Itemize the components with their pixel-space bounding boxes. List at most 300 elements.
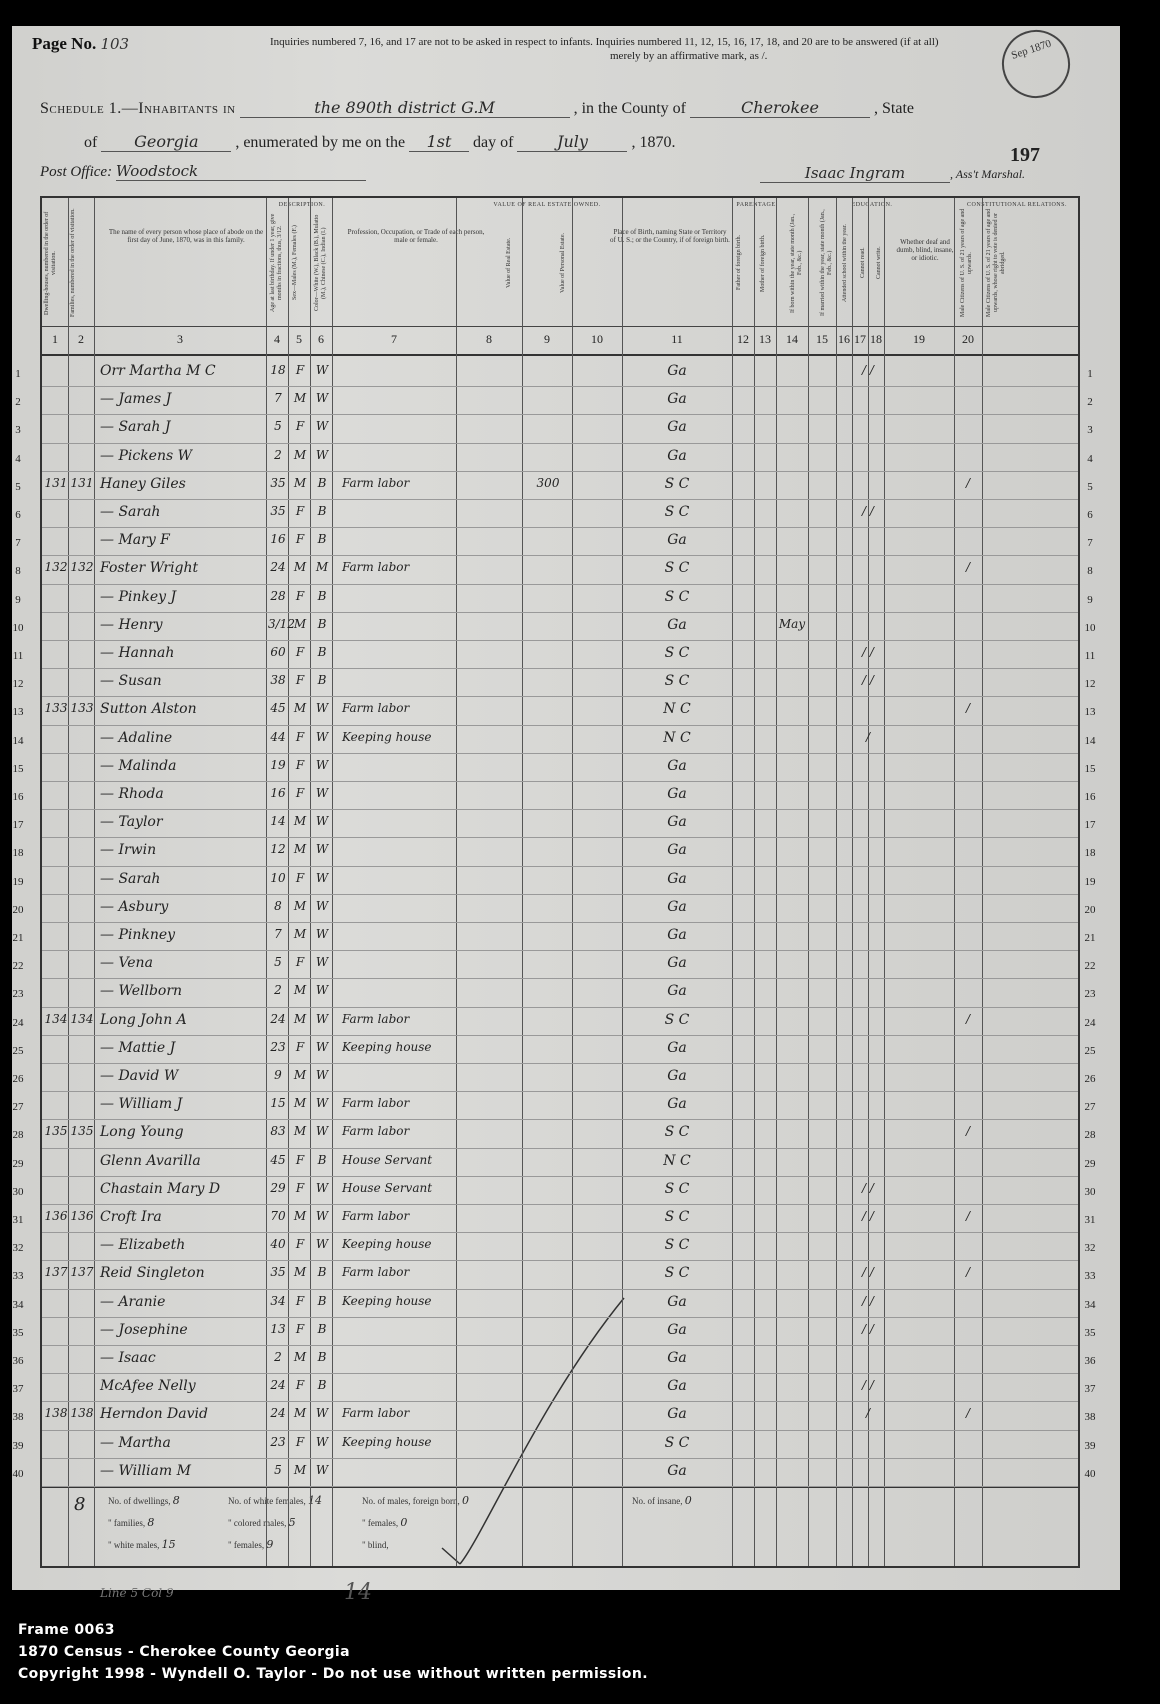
column-number: 10 bbox=[591, 332, 603, 346]
constitutional-group: CONSTITUTIONAL RELATIONS. bbox=[967, 202, 1067, 208]
column-rule bbox=[732, 198, 733, 1566]
sex: F bbox=[295, 504, 305, 518]
instructions-text-2: merely by an affirmative mark, as /. bbox=[610, 50, 768, 62]
sex: F bbox=[295, 1293, 305, 1308]
row-number-right: 1 bbox=[1087, 368, 1093, 380]
sex: F bbox=[295, 757, 305, 772]
age: 5 bbox=[274, 419, 282, 434]
row-number-right: 32 bbox=[1084, 1242, 1096, 1255]
color: W bbox=[315, 814, 329, 829]
col-header-12: Mother of foreign birth. bbox=[760, 234, 766, 292]
column-number: 13 bbox=[759, 332, 771, 346]
column-number: 14 bbox=[786, 332, 798, 346]
birthplace: S C bbox=[664, 645, 690, 661]
dwelling-number: 132 bbox=[44, 560, 68, 575]
person-name: — Sarah bbox=[100, 870, 161, 887]
person-name: Sutton Alston bbox=[100, 701, 197, 718]
sex: F bbox=[295, 1152, 305, 1167]
color: W bbox=[315, 1011, 329, 1026]
color: B bbox=[317, 532, 327, 547]
birthplace: N C bbox=[663, 729, 691, 746]
sex: F bbox=[295, 1039, 305, 1054]
person-name: — Henry bbox=[100, 616, 163, 633]
row-rule bbox=[42, 1007, 1078, 1008]
row-number-left: 12 bbox=[12, 678, 24, 691]
color: W bbox=[315, 1068, 329, 1082]
sex: M bbox=[293, 983, 307, 998]
sex: M bbox=[293, 1350, 307, 1364]
person-name: — Pinkney bbox=[100, 927, 176, 943]
census-table bbox=[12, 196, 1096, 1568]
row-number-right: 17 bbox=[1084, 819, 1096, 832]
row-number-right: 33 bbox=[1084, 1270, 1096, 1283]
birthplace: S C bbox=[664, 1434, 690, 1451]
col-header-9: Value of Personal Estate. bbox=[560, 233, 566, 293]
row-number-right: 13 bbox=[1084, 706, 1096, 719]
row-number-right: 31 bbox=[1084, 1214, 1096, 1226]
age: 5 bbox=[274, 955, 282, 970]
age: 38 bbox=[270, 673, 286, 688]
row-number-right: 24 bbox=[1084, 1016, 1096, 1029]
summary-colored-males: " colored males, 5 bbox=[228, 1516, 296, 1529]
row-number-left: 39 bbox=[12, 1439, 24, 1452]
sheet-number: 197 bbox=[1010, 144, 1040, 166]
summary-white-females: No. of white females, 14 bbox=[228, 1494, 322, 1507]
column-rule bbox=[808, 198, 809, 1566]
education-marks: / / bbox=[862, 363, 874, 377]
age: 24 bbox=[270, 1406, 286, 1421]
occupation: Farm labor bbox=[342, 560, 410, 575]
education-marks: / / bbox=[862, 1180, 874, 1195]
row-rule bbox=[42, 386, 1078, 387]
row-number-right: 20 bbox=[1084, 903, 1096, 916]
family-number: 136 bbox=[70, 1209, 94, 1223]
sex: F bbox=[295, 588, 305, 603]
row-rule bbox=[42, 1176, 1078, 1177]
sex: M bbox=[293, 1096, 307, 1111]
row-rule bbox=[42, 1458, 1078, 1459]
birthplace: S C bbox=[664, 1124, 690, 1141]
sex: F bbox=[295, 645, 305, 659]
column-rule bbox=[954, 198, 955, 1566]
row-rule bbox=[42, 1204, 1078, 1205]
birthplace: Ga bbox=[667, 898, 687, 915]
row-number-left: 6 bbox=[15, 509, 21, 521]
row-number-right: 30 bbox=[1084, 1185, 1096, 1198]
sex: M bbox=[293, 1011, 307, 1026]
person-name: — David W bbox=[100, 1068, 179, 1084]
row-number-left: 9 bbox=[15, 593, 21, 606]
row-number-right: 34 bbox=[1084, 1298, 1096, 1311]
color: W bbox=[315, 363, 329, 377]
age: 10 bbox=[270, 870, 286, 885]
person-name: — Pickens W bbox=[100, 447, 192, 464]
row-number-left: 21 bbox=[12, 932, 24, 944]
row-number-right: 18 bbox=[1084, 847, 1096, 860]
column-rule bbox=[68, 198, 69, 1566]
age: 44 bbox=[270, 729, 286, 744]
birthplace: S C bbox=[664, 673, 690, 690]
row-number-left: 38 bbox=[12, 1411, 24, 1424]
age: 8 bbox=[274, 898, 282, 913]
row-rule bbox=[42, 499, 1078, 500]
color: M bbox=[315, 560, 329, 575]
col-header-13: If born within the year, state month (Jan., Feb., &c.) bbox=[790, 213, 803, 313]
male-citizen-mark: / bbox=[965, 1406, 971, 1421]
column-number: 2 bbox=[78, 332, 84, 346]
education-group: EDUCATION. bbox=[851, 202, 893, 208]
title-caption: 1870 Census - Cherokee County Georgia bbox=[18, 1644, 350, 1660]
sex: F bbox=[295, 363, 305, 377]
age: 19 bbox=[270, 757, 286, 772]
birthplace: S C bbox=[664, 1265, 690, 1282]
person-name: — Susan bbox=[100, 673, 162, 690]
row-number-left: 11 bbox=[12, 650, 24, 662]
row-number-left: 4 bbox=[15, 452, 21, 465]
row-number-left: 28 bbox=[12, 1129, 24, 1142]
row-rule bbox=[42, 584, 1078, 585]
sex: M bbox=[293, 927, 307, 941]
row-number-right: 25 bbox=[1084, 1044, 1096, 1057]
sex: F bbox=[295, 1378, 305, 1393]
occupation: Keeping house bbox=[342, 1039, 432, 1054]
age: 2 bbox=[274, 983, 282, 998]
sex: F bbox=[295, 786, 305, 800]
age: 45 bbox=[270, 701, 286, 716]
row-number-left: 25 bbox=[12, 1044, 24, 1057]
person-name: McAfee Nelly bbox=[100, 1378, 196, 1395]
age: 7 bbox=[274, 391, 282, 406]
row-number-left: 34 bbox=[12, 1298, 24, 1311]
education-marks: / / bbox=[862, 1265, 874, 1280]
color: B bbox=[317, 1265, 327, 1280]
color: B bbox=[317, 588, 327, 603]
row-number-left: 10 bbox=[12, 621, 24, 634]
row-number-right: 8 bbox=[1087, 565, 1093, 578]
dwelling-number: 133 bbox=[44, 701, 68, 716]
county-field: Cherokee bbox=[690, 98, 870, 118]
education-marks: / / bbox=[862, 1293, 874, 1308]
row-number-left: 24 bbox=[12, 1016, 24, 1029]
column-rule bbox=[982, 198, 983, 1566]
sex: F bbox=[295, 1180, 305, 1195]
color: W bbox=[315, 786, 329, 800]
row-number-left: 15 bbox=[12, 762, 24, 775]
row-number-right: 3 bbox=[1087, 424, 1093, 437]
row-number-left: 20 bbox=[12, 903, 24, 916]
person-name: — William M bbox=[100, 1462, 191, 1479]
pencil-number: 14 bbox=[344, 1580, 372, 1605]
row-number-left: 32 bbox=[12, 1242, 24, 1255]
occupation: Farm labor bbox=[342, 1124, 410, 1139]
row-number-right: 14 bbox=[1084, 734, 1096, 747]
birthplace: Ga bbox=[667, 983, 687, 1000]
birthplace: Ga bbox=[667, 616, 687, 633]
age: 70 bbox=[270, 1209, 286, 1223]
row-rule bbox=[42, 1373, 1078, 1374]
age: 3/12 bbox=[268, 616, 295, 631]
column-number: 7 bbox=[391, 332, 397, 346]
dwelling-number: 134 bbox=[44, 1011, 68, 1026]
age: 35 bbox=[270, 475, 286, 490]
color: W bbox=[315, 1124, 329, 1139]
row-rule bbox=[42, 809, 1078, 810]
col-header-3: The name of every person whose place of abode on the first day of June, 1870, was in this family. bbox=[108, 228, 264, 244]
age: 9 bbox=[274, 1068, 282, 1082]
row-number-right: 37 bbox=[1084, 1383, 1096, 1396]
education-marks: / / bbox=[862, 1209, 874, 1223]
column-number: 9 bbox=[544, 332, 550, 346]
person-name: — Vena bbox=[100, 955, 153, 972]
color: W bbox=[315, 955, 329, 970]
family-number: 135 bbox=[70, 1124, 94, 1139]
person-name: Herndon David bbox=[100, 1406, 208, 1423]
color: W bbox=[315, 1434, 329, 1449]
parentage-group: PARENTAGE. bbox=[736, 202, 778, 208]
dwelling-number: 135 bbox=[44, 1124, 68, 1139]
row-rule bbox=[42, 1119, 1078, 1120]
row-rule bbox=[42, 1148, 1078, 1149]
person-name: — Hannah bbox=[100, 645, 175, 661]
row-number-right: 35 bbox=[1084, 1326, 1096, 1339]
row-rule bbox=[42, 668, 1078, 669]
column-rule bbox=[836, 198, 837, 1566]
row-number-right: 26 bbox=[1084, 1073, 1096, 1085]
age: 16 bbox=[270, 532, 286, 547]
col-header-6: Color—White (W.), Black (B.), Mulatto (M.), Chinese (C.), Indian (I.) bbox=[314, 214, 327, 312]
state-field: Georgia bbox=[101, 132, 231, 152]
occupation: House Servant bbox=[342, 1152, 433, 1167]
col-header-16: Cannot read. bbox=[860, 247, 866, 279]
row-number-left: 31 bbox=[12, 1214, 24, 1226]
color: B bbox=[317, 1350, 327, 1364]
row-number-left: 18 bbox=[12, 847, 24, 860]
dwelling-number: 138 bbox=[44, 1406, 68, 1421]
instructions-text: Inquiries numbered 7, 16, and 17 are not to be asked in respect to infants. Inquiries numbered 11, 12, 15, 16, 17, 18, and 20 are to be answered (if at all) bbox=[270, 36, 939, 48]
sex: F bbox=[295, 1237, 305, 1252]
birthplace: Ga bbox=[667, 1406, 687, 1423]
column-number: 5 bbox=[296, 332, 302, 346]
col-header-17: Cannot write. bbox=[876, 246, 882, 280]
color: B bbox=[317, 645, 327, 659]
color: W bbox=[315, 898, 329, 913]
page-number: Page No. 103 bbox=[32, 34, 130, 53]
color: B bbox=[317, 1293, 327, 1308]
column-number: 17 bbox=[854, 332, 866, 346]
row-number-right: 16 bbox=[1084, 791, 1096, 803]
row-rule bbox=[42, 950, 1078, 951]
schedule-line: Schedule 1.—Inhabitants in the 890th district G.M , in the County of Cherokee , State bbox=[40, 98, 914, 117]
color: W bbox=[315, 701, 329, 716]
color: W bbox=[315, 729, 329, 744]
row-number-right: 4 bbox=[1087, 452, 1093, 465]
row-number-right: 9 bbox=[1087, 593, 1093, 606]
col-header-2: Families, numbered in the order of visitation. bbox=[70, 208, 76, 318]
col-header-11: Father of foreign birth. bbox=[736, 235, 742, 291]
column-number: 1 bbox=[52, 332, 58, 346]
day-field: 1st bbox=[409, 132, 469, 152]
birthplace: Ga bbox=[667, 1462, 687, 1479]
row-number-left: 7 bbox=[15, 537, 21, 550]
column-rule bbox=[332, 198, 333, 1566]
summary-families: " families, 8 bbox=[108, 1516, 155, 1529]
column-rule bbox=[456, 198, 457, 1566]
age: 16 bbox=[270, 786, 286, 800]
row-number-left: 19 bbox=[12, 875, 24, 888]
color: W bbox=[315, 983, 329, 998]
row-rule bbox=[42, 1260, 1078, 1261]
birthplace: Ga bbox=[667, 1350, 687, 1366]
family-number: 138 bbox=[70, 1406, 94, 1421]
birthplace: Ga bbox=[667, 1096, 687, 1113]
sex: M bbox=[293, 1124, 307, 1139]
column-rule bbox=[868, 198, 869, 1566]
birthplace: S C bbox=[664, 1180, 690, 1197]
age: 34 bbox=[270, 1293, 286, 1308]
occupation: Farm labor bbox=[342, 1265, 410, 1280]
row-number-left: 37 bbox=[12, 1383, 24, 1396]
occupation: Farm labor bbox=[342, 1209, 410, 1223]
col-header-10: Place of Birth, naming State or Territory of U. S.; or the Country, if of foreign birth. bbox=[610, 228, 730, 244]
summary-tally: 8 bbox=[74, 1494, 86, 1515]
column-rule bbox=[776, 198, 777, 1566]
column-number: 8 bbox=[486, 332, 492, 346]
row-number-right: 12 bbox=[1084, 678, 1096, 691]
birthplace: Ga bbox=[667, 447, 687, 464]
male-citizen-mark: / bbox=[965, 701, 971, 716]
occupation: Keeping house bbox=[342, 1434, 432, 1449]
dwelling-number: 136 bbox=[44, 1209, 68, 1223]
row-number-right: 15 bbox=[1084, 762, 1096, 775]
birthplace: S C bbox=[664, 560, 690, 577]
birthplace: Ga bbox=[667, 757, 687, 774]
age: 24 bbox=[270, 1011, 286, 1026]
col-header-14: If married within the year, state month (Jan., Feb., &c.) bbox=[820, 209, 833, 317]
dwelling-number: 137 bbox=[44, 1265, 68, 1280]
birth-month: May bbox=[778, 616, 806, 631]
person-name: Long John A bbox=[100, 1011, 187, 1028]
person-name: Glenn Avarilla bbox=[100, 1152, 201, 1169]
person-name: Orr Martha M C bbox=[100, 363, 216, 379]
age: 12 bbox=[270, 842, 286, 857]
person-name: Reid Singleton bbox=[100, 1265, 205, 1282]
row-rule bbox=[42, 866, 1078, 867]
post-office-field: Woodstock bbox=[116, 162, 366, 181]
person-name: — James J bbox=[100, 391, 172, 408]
age: 2 bbox=[274, 447, 282, 462]
personal-estate: 300 bbox=[536, 475, 560, 490]
person-name: Haney Giles bbox=[100, 475, 186, 492]
summary-white-males: " white males, 15 bbox=[108, 1538, 176, 1551]
row-rule bbox=[42, 978, 1078, 979]
value-group: VALUE OF REAL ESTATE OWNED. bbox=[493, 202, 601, 208]
column-number: 3 bbox=[177, 332, 183, 346]
birthplace: Ga bbox=[667, 1068, 687, 1084]
person-name: — Isaac bbox=[100, 1350, 156, 1366]
row-number-left: 23 bbox=[12, 988, 24, 1001]
row-rule bbox=[42, 1232, 1078, 1233]
person-name: Foster Wright bbox=[100, 560, 199, 577]
age: 7 bbox=[274, 927, 282, 941]
education-marks: / / bbox=[862, 645, 874, 659]
birthplace: S C bbox=[664, 588, 690, 605]
row-number-left: 3 bbox=[15, 424, 21, 437]
person-name: — Rhoda bbox=[100, 786, 164, 802]
birthplace: Ga bbox=[667, 927, 687, 943]
birthplace: Ga bbox=[667, 363, 687, 379]
color: W bbox=[315, 419, 329, 434]
row-rule bbox=[42, 922, 1078, 923]
row-rule bbox=[42, 1430, 1078, 1431]
row-number-right: 28 bbox=[1084, 1129, 1096, 1142]
dwelling-number: 131 bbox=[44, 475, 68, 490]
color: W bbox=[315, 757, 329, 772]
sex: M bbox=[293, 447, 307, 462]
person-name: — Josephine bbox=[100, 1321, 188, 1338]
row-number-right: 7 bbox=[1087, 537, 1093, 550]
row-rule bbox=[42, 1091, 1078, 1092]
education-marks: / / bbox=[862, 1378, 874, 1393]
row-number-right: 38 bbox=[1084, 1411, 1096, 1424]
row-rule bbox=[42, 1317, 1078, 1318]
birthplace: Ga bbox=[667, 870, 687, 887]
age: 24 bbox=[270, 560, 286, 575]
age: 23 bbox=[270, 1039, 286, 1054]
occupation: Keeping house bbox=[342, 729, 432, 744]
row-number-left: 14 bbox=[12, 734, 24, 747]
family-number: 131 bbox=[70, 475, 94, 490]
row-rule bbox=[42, 837, 1078, 838]
sex: M bbox=[293, 560, 307, 575]
person-name: — Taylor bbox=[100, 814, 163, 831]
occupation: Farm labor bbox=[342, 701, 410, 716]
age: 28 bbox=[270, 588, 286, 603]
color: B bbox=[317, 504, 327, 518]
column-rule bbox=[266, 198, 267, 1566]
row-rule bbox=[42, 753, 1078, 754]
age: 45 bbox=[270, 1152, 286, 1167]
color: B bbox=[317, 475, 327, 490]
male-citizen-mark: / bbox=[965, 1124, 971, 1139]
summary-blind: " blind, bbox=[362, 1540, 389, 1550]
family-number: 133 bbox=[70, 701, 94, 716]
person-name: — Aranie bbox=[100, 1293, 166, 1310]
sex: M bbox=[293, 898, 307, 913]
occupation: Keeping house bbox=[342, 1237, 432, 1252]
sex: M bbox=[293, 1265, 307, 1280]
column-number: 11 bbox=[671, 332, 683, 346]
row-number-right: 19 bbox=[1084, 875, 1096, 888]
sex: F bbox=[295, 673, 305, 688]
occupation: Farm labor bbox=[342, 1406, 410, 1421]
row-number-left: 35 bbox=[12, 1326, 24, 1339]
row-rule bbox=[42, 443, 1078, 444]
birthplace: N C bbox=[663, 1152, 691, 1169]
color: W bbox=[315, 1096, 329, 1111]
column-number: 20 bbox=[962, 332, 974, 346]
district-field: the 890th district G.M bbox=[240, 98, 570, 118]
sex: F bbox=[295, 870, 305, 885]
row-number-right: 5 bbox=[1087, 480, 1093, 493]
occupation: Farm labor bbox=[342, 475, 410, 490]
sex: M bbox=[293, 701, 307, 716]
color: B bbox=[317, 1152, 327, 1167]
family-number: 134 bbox=[70, 1011, 94, 1026]
sex: F bbox=[295, 1321, 305, 1336]
person-name: — Sarah bbox=[100, 504, 161, 520]
col-header-1: Dwelling-houses, numbered in the order of visitation. bbox=[44, 211, 57, 315]
birthplace: S C bbox=[664, 1237, 690, 1254]
